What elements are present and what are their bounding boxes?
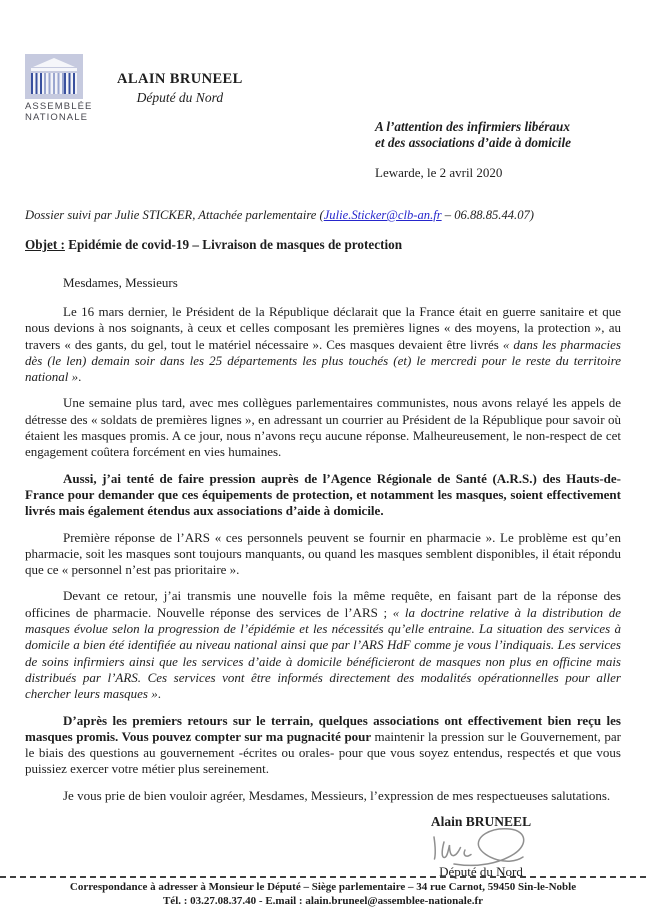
deputy-identity (117, 54, 243, 106)
reference-line (25, 208, 621, 223)
signature-name: Alain BRUNEEL (430, 814, 532, 830)
dateline: Lewarde, le 2 avril 2020 (375, 165, 503, 180)
letter-paragraph (25, 471, 621, 520)
text-run: – 06.88.85.44.07) (441, 208, 534, 222)
text-run: Je vous prie de bien vouloir agréer, Mesdames, Messieurs, l’expression de mes respectueuses salutations. (63, 787, 611, 803)
subject-label: Objet : (25, 237, 65, 252)
salutation: Mesdames, Messieurs (63, 275, 178, 290)
letter-paragraph (25, 395, 621, 460)
text-run: maintenir la pression sur le Gouvernement, par le biais des questions au gouvernement -écrites ou orales- pour que vous soyez entendus, respectés et que vous puissiez exercer votre métier plus sereinement. (25, 728, 621, 777)
text-run: D’après les premiers retours sur le terrain, quelques associations ont effectivement bien reçu les masques promis. Vous pouvez compter sur ma pugnacité pour (25, 712, 621, 744)
attention-line-1: A l’attention des infirmiers libéraux (375, 119, 570, 134)
letter-paragraph (25, 788, 621, 804)
subject-line (25, 237, 621, 253)
columns-shape (31, 73, 77, 94)
deputy-name: ALAIN BRUNEEL (117, 71, 243, 87)
letter-paragraph (25, 530, 621, 579)
attention-lines (375, 119, 621, 151)
logo-line-1: ASSEMBLÉE (25, 101, 93, 112)
letterhead (25, 54, 621, 123)
signature-block (396, 814, 566, 880)
deputy-title: Député du Nord (136, 90, 224, 105)
text-run: « dans les pharmacies dès (le len) demain soir dans les 25 départements les plus touchés (et) le mercredi pour le reste du territoire national » (25, 336, 621, 385)
footer-contact-line: Tél. : 03.27.08.37.40 - E.mail : alain.bruneel@assemblee-nationale.fr (162, 894, 484, 907)
recipient-block (375, 119, 621, 181)
attention-line-2: et des associations d’aide à domicile (375, 135, 571, 150)
text-run: Dossier suivi par Julie STICKER, Attachée parlementaire ( (25, 208, 324, 222)
email-link[interactable]: Julie.Sticker@clb-an.fr (323, 208, 442, 222)
text-run: . (157, 686, 161, 702)
footer-lines (0, 878, 646, 908)
letter-body (25, 304, 621, 804)
subject-text: Epidémie de covid-19 – Livraison de masques de protection (68, 237, 403, 252)
text-run: Le 16 mars dernier, le Président de la République déclarait que la France était en guerre sanitaire et que nous devions à nos soignants, à ceux et celles composant les premières lignes « des moyens, la protection », au travers « des gants, du gel, tout le matériel nécessaire ». Ces masques devaient être livrés (25, 304, 621, 352)
text-run: Première réponse de l’ARS « ces personnels peuvent se fournir en pharmacie ». Le problème est qu’en pharmacie, soit les masques sont toujours manquants, ou quand les masques semblent disponibles, il était répondu que ce « personnel n’est pas prioritaire ». (25, 529, 621, 578)
text-run: Aussi, j’ai tenté de faire pression auprès de l’Agence Régionale de Santé (A.R.S.) des Hauts-de-France pour demander que ces équipements de protection, et notamment les masques, soient effectivement livrés mais également étendus aux associations d’aide à domicile. (25, 470, 621, 519)
pediment-shape (33, 58, 75, 67)
text-run: Une semaine plus tard, avec mes collègues parlementaires communistes, nous avons relayé les appels de détresse des « soldats de premières lignes », en adressant un courrier au Président de la République pour savoir où étaient les masques promis. A ce jour, nous n’avons reçu aucune réponse. Malheureusement, le non-respect de cet engagement coûtera forcément en vies humaines. (25, 395, 621, 460)
text-run: . (78, 369, 82, 385)
footer-address-line: Correspondance à adresser à Monsieur le Député – Siège parlementaire – 34 rue Carnot, 59450 Sin-le-Noble (69, 881, 577, 893)
signature-title: Député du Nord (439, 864, 523, 880)
logo-line-2: NATIONALE (25, 111, 89, 123)
letter-paragraph (25, 713, 621, 778)
letter-paragraph (25, 304, 621, 385)
text-run: Devant ce retour, j’ai transmis une nouvelle fois la même requête, en faisant part de la réponse des officines de pharmacie. Nouvelle réponse des services de l’ARS ; (25, 588, 621, 620)
letter-footer (0, 876, 646, 908)
assemblee-nationale-logo (25, 54, 95, 123)
text-run: « la doctrine relative à la distribution de masques évolue selon la progression de l’épidémie et les nécessités qu’elle entraine. La situation des services à domicile a bien été identifiée au niveau national ainsi que par l’ARS HdF comme je vous l’indiquais. Les services de soins infirmiers ainsi que les services d’aide à domicile bénéficieront de masques non plus en officine mais distribués par l’ARS. Ces services vont être informés directement des modalités opérationnelles pour aller chercher leurs masques » (25, 604, 622, 702)
architrave-shape (31, 68, 77, 71)
logo-wordmark (25, 102, 95, 123)
letter-paragraph (25, 588, 621, 702)
assemblee-nationale-emblem-icon (25, 54, 83, 99)
